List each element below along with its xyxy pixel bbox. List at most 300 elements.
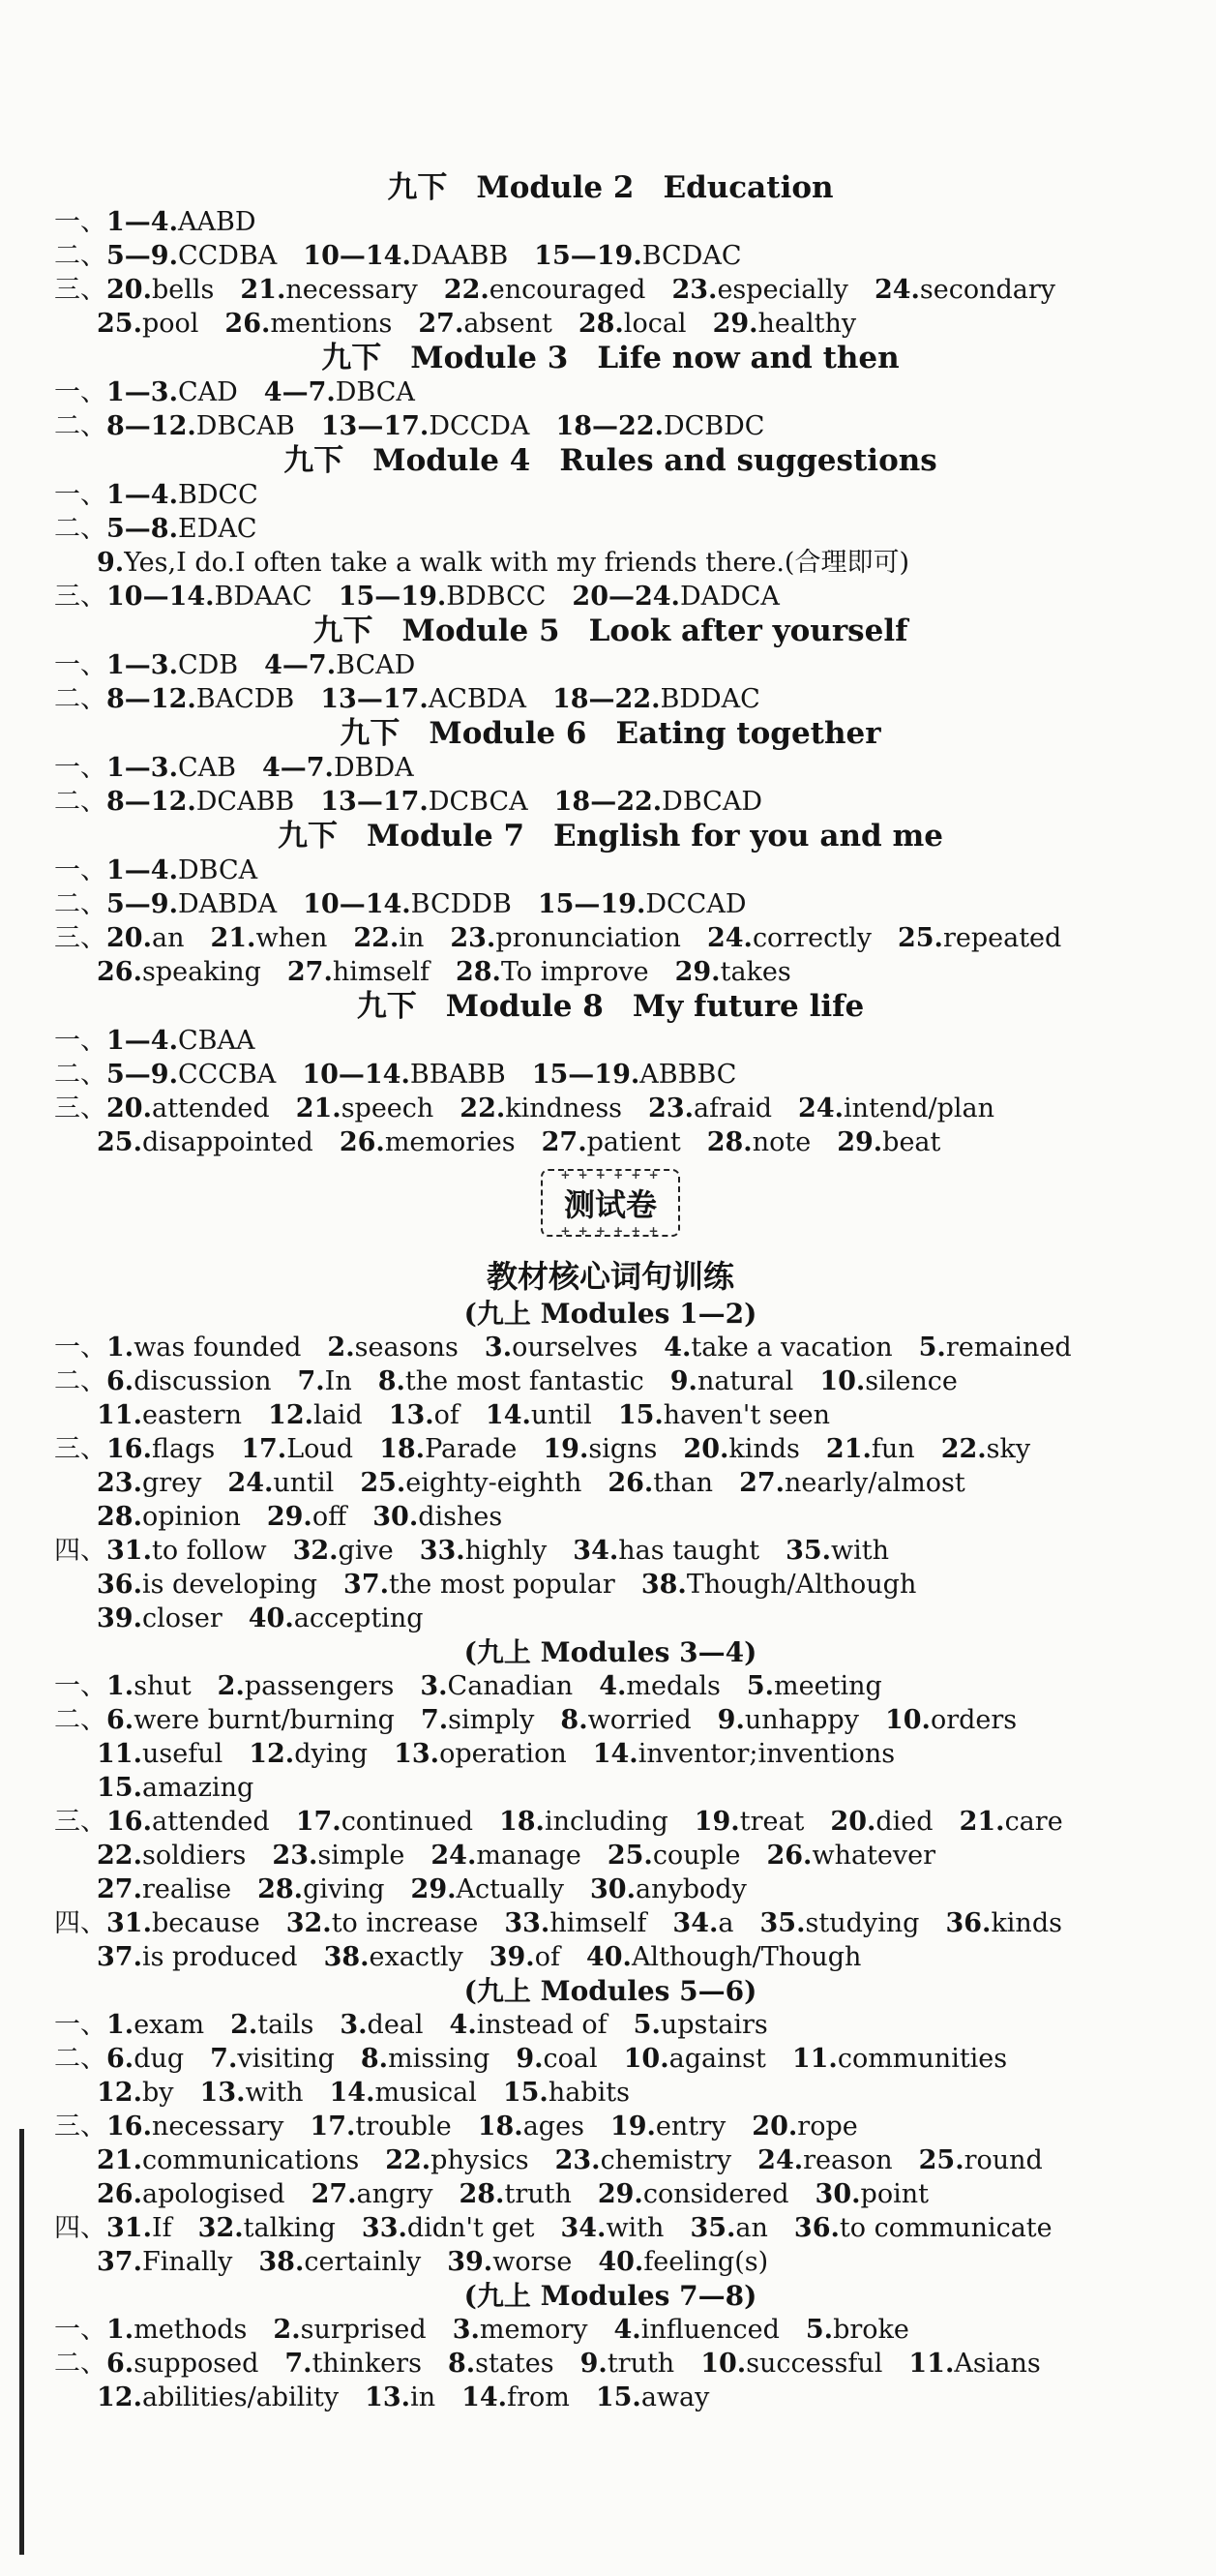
question-number: 35. — [690, 2213, 736, 2243]
answer-text: the most fantastic — [404, 1366, 644, 1396]
answer-text: secondary — [919, 275, 1056, 305]
question-number: 8. — [377, 1366, 405, 1396]
answer-text: intend/plan — [844, 1093, 995, 1123]
answer-text: BBABB — [409, 1060, 506, 1090]
question-number: 36. — [793, 2213, 840, 2243]
question-number: 5—8. — [106, 514, 178, 544]
answer-text: BDDAC — [660, 684, 760, 714]
answer-text: ages — [522, 2112, 584, 2142]
question-number: 18—22. — [551, 684, 661, 714]
unit-title: (九上 Modules 3—4) — [463, 1636, 757, 1668]
answer-text: point — [860, 2179, 929, 2209]
module-heading — [54, 443, 1167, 478]
question-number: 19. — [609, 2112, 656, 2142]
answer-text: when — [255, 923, 328, 953]
question-section-marker: 四、 — [54, 1536, 106, 1566]
question-section-marker: 二、 — [54, 889, 106, 919]
question-number: 2. — [273, 2315, 301, 2345]
question-number: 21. — [295, 1093, 341, 1123]
answer-text: DAABB — [410, 241, 509, 271]
answer-text: truth — [504, 2179, 572, 2209]
unit-title: (九上 Modules 1—2) — [463, 1298, 757, 1330]
question-number: 25. — [97, 1127, 142, 1157]
question-number: 21. — [210, 923, 256, 953]
question-number: 23. — [97, 1468, 142, 1498]
question-number: 14. — [329, 2078, 375, 2108]
question-number: 1—3. — [106, 650, 178, 680]
question-number: 38. — [258, 2247, 305, 2277]
question-number: 18—22. — [553, 787, 663, 817]
question-number: 28. — [578, 309, 624, 339]
answer-text: Finally — [141, 2247, 233, 2277]
question-number: 25. — [97, 309, 142, 339]
question-number: 38. — [323, 1942, 370, 1972]
question-number: 11. — [97, 1400, 142, 1430]
question-number: 7. — [210, 2044, 238, 2074]
question-number: 16. — [106, 2112, 152, 2142]
question-number: 12. — [249, 1739, 295, 1769]
question-number: 21. — [825, 1434, 872, 1464]
answer-text: against — [668, 2044, 766, 2074]
question-number: 4—7. — [264, 650, 337, 680]
answer-text: certainly — [304, 2247, 422, 2277]
question-number: 7. — [284, 2349, 312, 2379]
module-number: Module 2 — [476, 170, 635, 205]
question-number: 32. — [197, 2213, 244, 2243]
question-section-marker: 二、 — [54, 2044, 106, 2074]
question-section-marker: 三、 — [54, 2112, 106, 2142]
question-number: 1—4. — [106, 480, 178, 510]
question-number: 12. — [268, 1400, 314, 1430]
answer-line — [54, 512, 1167, 546]
question-number: 16. — [106, 1434, 152, 1464]
question-number: 4. — [664, 1333, 692, 1363]
question-number: 21. — [97, 2145, 142, 2175]
answer-text: with — [831, 1536, 890, 1566]
question-number: 27. — [311, 2179, 357, 2209]
answer-text: entry — [655, 2112, 727, 2142]
answer-text: afraid — [694, 1093, 773, 1123]
answer-line — [54, 2177, 1167, 2211]
answer-text: grey — [141, 1468, 202, 1498]
question-number: 3. — [452, 2315, 480, 2345]
answer-text: upstairs — [660, 2010, 768, 2040]
answer-text: is developing — [141, 1570, 318, 1600]
question-number: 17. — [241, 1434, 287, 1464]
question-number: 22. — [353, 923, 400, 953]
answer-line — [54, 1771, 1167, 1805]
answer-text: Asians — [954, 2349, 1041, 2379]
question-number: 10—14. — [303, 241, 411, 271]
answer-text: communications — [141, 2145, 360, 2175]
answer-text: is produced — [141, 1942, 298, 1972]
page-content — [54, 170, 1167, 2414]
question-number: 5. — [633, 2010, 661, 2040]
answer-text: inventor;inventions — [638, 1739, 896, 1769]
question-number: 13—17. — [320, 411, 430, 441]
answer-line — [54, 1568, 1167, 1602]
question-number: 32. — [292, 1536, 339, 1566]
answer-text: BCAD — [336, 650, 416, 680]
answer-text: patient — [586, 1127, 681, 1157]
answer-text: opinion — [141, 1502, 241, 1532]
answer-line — [54, 1534, 1167, 1568]
answer-line — [54, 921, 1167, 955]
answer-line — [54, 1805, 1167, 1839]
question-section-marker: 一、 — [54, 377, 106, 407]
answer-line — [54, 239, 1167, 273]
question-number: 4. — [613, 2315, 641, 2345]
question-number: 5. — [805, 2315, 834, 2345]
question-number: 20. — [830, 1807, 876, 1837]
question-section-marker: 一、 — [54, 1026, 106, 1056]
answer-text: useful — [141, 1739, 223, 1769]
test-paper-badge-wrap — [54, 1159, 1167, 1244]
answer-line — [54, 682, 1167, 716]
question-number: 18. — [477, 2112, 523, 2142]
answer-line — [54, 1092, 1167, 1125]
grade-label: 九下 — [356, 989, 417, 1024]
answer-text: medals — [626, 1671, 721, 1701]
question-number: 27. — [286, 957, 333, 987]
answer-line — [54, 2008, 1167, 2042]
question-number: 26. — [339, 1127, 385, 1157]
question-number: 31. — [106, 1536, 152, 1566]
answer-text: habits — [548, 2078, 630, 2108]
question-number: 29. — [597, 2179, 643, 2209]
answer-text: BCDAC — [641, 241, 742, 271]
answer-text: CCDBA — [177, 241, 278, 271]
answer-text: shut — [133, 1671, 192, 1701]
question-number: 11. — [908, 2349, 955, 2379]
question-number: 30. — [372, 1502, 419, 1532]
answer-text: chemistry — [600, 2145, 732, 2175]
question-section-marker: 二、 — [54, 411, 106, 441]
question-section-marker: 四、 — [54, 1908, 106, 1938]
question-number: 17. — [310, 2112, 356, 2142]
answer-line — [54, 887, 1167, 921]
answer-text: beat — [882, 1127, 941, 1157]
answer-text: broke — [833, 2315, 909, 2345]
question-section-marker: 一、 — [54, 855, 106, 885]
answer-text: from — [507, 2382, 570, 2412]
question-number: 24. — [798, 1093, 845, 1123]
answer-text: DABDA — [177, 889, 278, 919]
answer-text: kinds — [991, 1908, 1062, 1938]
question-number: 12. — [97, 2078, 142, 2108]
question-number: 28. — [97, 1502, 142, 1532]
question-number: 37. — [97, 1942, 142, 1972]
answer-text: coal — [543, 2044, 598, 2074]
answer-text: anybody — [636, 1874, 747, 1904]
question-number: 4—7. — [263, 377, 336, 407]
answer-text: CCCBA — [177, 1060, 277, 1090]
answer-text: until — [530, 1400, 592, 1430]
answer-text: instead of — [476, 2010, 608, 2040]
question-number: 20. — [683, 1434, 729, 1464]
question-number: 8—12. — [106, 684, 196, 714]
question-section-marker: 一、 — [54, 753, 106, 783]
answer-text: If — [151, 2213, 172, 2243]
grade-label: 九下 — [283, 443, 344, 478]
answer-text: accepting — [293, 1603, 424, 1633]
grade-label: 九下 — [340, 716, 400, 751]
question-number: 34. — [560, 2213, 607, 2243]
answer-text: meeting — [774, 1671, 882, 1701]
answer-text: discussion — [133, 1366, 272, 1396]
answer-line — [54, 1500, 1167, 1534]
answer-text: with — [606, 2213, 665, 2243]
question-section-marker: 三、 — [54, 1807, 106, 1837]
answer-text: DCBDC — [663, 411, 765, 441]
answer-line — [54, 1466, 1167, 1500]
answer-line — [54, 1058, 1167, 1092]
question-number: 21. — [240, 275, 286, 305]
question-number: 13—17. — [320, 787, 429, 817]
question-number: 34. — [672, 1908, 719, 1938]
question-number: 21. — [959, 1807, 1005, 1837]
answer-text: than — [653, 1468, 714, 1498]
answer-text: worse — [492, 2247, 573, 2277]
question-number: 9. — [579, 2349, 608, 2379]
answer-text: deal — [367, 2010, 424, 2040]
answer-text: studying — [805, 1908, 920, 1938]
question-number: 36. — [945, 1908, 992, 1938]
question-number: 24. — [874, 275, 920, 305]
answer-line — [54, 1703, 1167, 1737]
question-section-marker: 二、 — [54, 1366, 106, 1396]
question-number: 11. — [97, 1739, 142, 1769]
answer-line — [54, 2076, 1167, 2110]
answer-text: BDCC — [177, 480, 258, 510]
answer-text: a — [718, 1908, 734, 1938]
answer-text: nearly/almost — [785, 1468, 965, 1498]
answer-line — [54, 478, 1167, 512]
answer-text: EDAC — [177, 514, 257, 544]
module-number: Module 3 — [410, 341, 569, 375]
answer-text: unhappy — [744, 1705, 859, 1735]
answer-text: were burnt/burning — [133, 1705, 395, 1735]
question-number: 24. — [430, 1841, 477, 1871]
question-number: 13—17. — [320, 684, 429, 714]
answer-text: Yes,I do.I often take a walk with my friends there.(合理即可) — [124, 548, 909, 578]
answer-line — [54, 409, 1167, 443]
question-number: 27. — [418, 309, 464, 339]
question-number: 20. — [752, 2112, 798, 2142]
unit-title: (九上 Modules 7—8) — [463, 2280, 757, 2312]
answer-text: CDB — [177, 650, 239, 680]
answer-text: away — [640, 2382, 710, 2412]
question-number: 40. — [598, 2247, 644, 2277]
question-number: 10—14. — [302, 1060, 410, 1090]
answer-text: thinkers — [311, 2349, 422, 2379]
question-section-marker: 四、 — [54, 2213, 106, 2243]
answer-text: off — [311, 1502, 347, 1532]
question-number: 15. — [502, 2078, 549, 2108]
question-number: 29. — [410, 1874, 457, 1904]
answer-text: DADCA — [679, 582, 780, 612]
page-edge-bar — [19, 2129, 24, 2555]
question-section-marker: 三、 — [54, 1434, 106, 1464]
answer-text: In — [324, 1366, 352, 1396]
question-section-marker: 三、 — [54, 923, 106, 953]
answer-text: take a vacation — [691, 1333, 893, 1363]
question-number: 29. — [674, 957, 721, 987]
answer-text: BDBCC — [446, 582, 547, 612]
grade-label: 九下 — [387, 170, 448, 205]
question-number: 1. — [106, 2315, 134, 2345]
question-number: 15. — [617, 1400, 664, 1430]
answer-text: soldiers — [141, 1841, 247, 1871]
module-topic: Education — [663, 170, 834, 205]
question-number: 23. — [272, 1841, 318, 1871]
answer-text: worried — [587, 1705, 692, 1735]
answer-line — [54, 1125, 1167, 1159]
question-number: 9. — [669, 1366, 697, 1396]
answer-text: communities — [837, 2044, 1008, 2074]
question-section-marker: 二、 — [54, 787, 106, 817]
answer-line — [54, 2245, 1167, 2279]
question-number: 10. — [819, 1366, 866, 1396]
question-section-marker: 二、 — [54, 514, 106, 544]
question-number: 6. — [106, 1705, 134, 1735]
grade-label: 九下 — [312, 614, 373, 648]
answer-text: orders — [930, 1705, 1018, 1735]
answer-text: silence — [865, 1366, 958, 1396]
question-number: 39. — [447, 2247, 493, 2277]
question-number: 20. — [106, 1093, 152, 1123]
question-number: 1. — [106, 1333, 134, 1363]
question-number: 35. — [759, 1908, 806, 1938]
question-number: 33. — [419, 1536, 465, 1566]
answer-text: takes — [720, 957, 791, 987]
question-number: 35. — [786, 1536, 832, 1566]
answer-text: musical — [374, 2078, 477, 2108]
answer-text: local — [623, 309, 687, 339]
section-subtitle: 教材核心词句训练 — [486, 1258, 734, 1295]
question-number: 8. — [560, 1705, 588, 1735]
question-number: 36. — [97, 1570, 142, 1600]
answer-line — [54, 1398, 1167, 1432]
answer-line — [54, 307, 1167, 341]
answer-line — [54, 1602, 1167, 1635]
question-number: 38. — [640, 1570, 687, 1600]
question-number: 13. — [199, 2078, 246, 2108]
answer-line — [54, 1364, 1167, 1398]
answer-text: remained — [945, 1333, 1072, 1363]
question-number: 20—24. — [572, 582, 680, 612]
answer-text: including — [544, 1807, 668, 1837]
module-heading — [54, 989, 1167, 1024]
question-number: 22. — [97, 1841, 142, 1871]
question-number: 1—3. — [106, 753, 178, 783]
answer-line — [54, 2211, 1167, 2245]
answer-text: ACBDA — [428, 684, 526, 714]
answer-text: care — [1004, 1807, 1063, 1837]
answer-text: talking — [243, 2213, 336, 2243]
question-number: 9. — [97, 548, 125, 578]
answer-line — [54, 1737, 1167, 1771]
answer-text: considered — [642, 2179, 789, 2209]
question-number: 25. — [918, 2145, 964, 2175]
question-number: 8. — [360, 2044, 389, 2074]
question-number: 9. — [717, 1705, 745, 1735]
question-number: 5—9. — [106, 889, 178, 919]
answer-text: exam — [133, 2010, 205, 2040]
question-number: 7. — [297, 1366, 325, 1396]
answer-line — [54, 375, 1167, 409]
question-number: 27. — [739, 1468, 786, 1498]
question-number: 23. — [648, 1093, 695, 1123]
answer-line — [54, 1669, 1167, 1703]
answer-text: repeated — [942, 923, 1062, 953]
question-number: 17. — [295, 1807, 341, 1837]
answer-text: surprised — [300, 2315, 427, 2345]
question-number: 1—4. — [106, 855, 178, 885]
question-number: 27. — [97, 1874, 142, 1904]
question-number: 26. — [766, 1841, 813, 1871]
question-number: 26. — [97, 2179, 142, 2209]
answer-text: missing — [388, 2044, 490, 2074]
answer-text: disappointed — [141, 1127, 313, 1157]
answer-text: BCDDB — [410, 889, 512, 919]
question-number: 15—19. — [537, 889, 646, 919]
question-number: 32. — [285, 1908, 332, 1938]
grade-label: 九下 — [321, 341, 382, 375]
question-number: 33. — [504, 1908, 550, 1938]
question-number: 13. — [388, 1400, 434, 1430]
answer-text: the most popular — [389, 1570, 615, 1600]
answer-text: manage — [476, 1841, 581, 1871]
answer-text: with — [245, 2078, 304, 2108]
question-number: 26. — [608, 1468, 654, 1498]
question-number: 2. — [230, 2010, 258, 2040]
question-number: 29. — [712, 309, 758, 339]
module-topic: Rules and suggestions — [559, 443, 937, 478]
answer-text: amazing — [141, 1773, 254, 1803]
answer-text: Although/Though — [631, 1942, 862, 1972]
answer-text: ourselves — [512, 1333, 638, 1363]
question-number: 28. — [459, 2179, 505, 2209]
question-number: 3. — [340, 2010, 368, 2040]
module-topic: Life now and then — [597, 341, 900, 375]
question-number: 28. — [706, 1127, 753, 1157]
question-number: 23. — [450, 923, 496, 953]
answer-line — [54, 2347, 1167, 2381]
question-number: 23. — [671, 275, 718, 305]
question-number: 12. — [97, 2382, 142, 2412]
answer-text: by — [141, 2078, 174, 2108]
question-number: 15—19. — [534, 241, 642, 271]
question-number: 10. — [884, 1705, 931, 1735]
question-number: 13. — [394, 1739, 440, 1769]
answer-line — [54, 2110, 1167, 2143]
question-number: 24. — [227, 1468, 274, 1498]
module-number: Module 7 — [366, 819, 525, 854]
answer-text: necessary — [151, 2112, 284, 2142]
answer-text: sky — [986, 1434, 1031, 1464]
question-number: 4. — [599, 1671, 627, 1701]
answer-text: trouble — [355, 2112, 452, 2142]
answer-text: angry — [356, 2179, 433, 2209]
question-section-marker: 一、 — [54, 2315, 106, 2345]
answer-text: signs — [588, 1434, 658, 1464]
answer-text: DBDA — [333, 753, 414, 783]
question-number: 2. — [217, 1671, 245, 1701]
answer-line — [54, 1906, 1167, 1940]
question-section-marker: 一、 — [54, 207, 106, 237]
question-number: 15. — [97, 1773, 142, 1803]
